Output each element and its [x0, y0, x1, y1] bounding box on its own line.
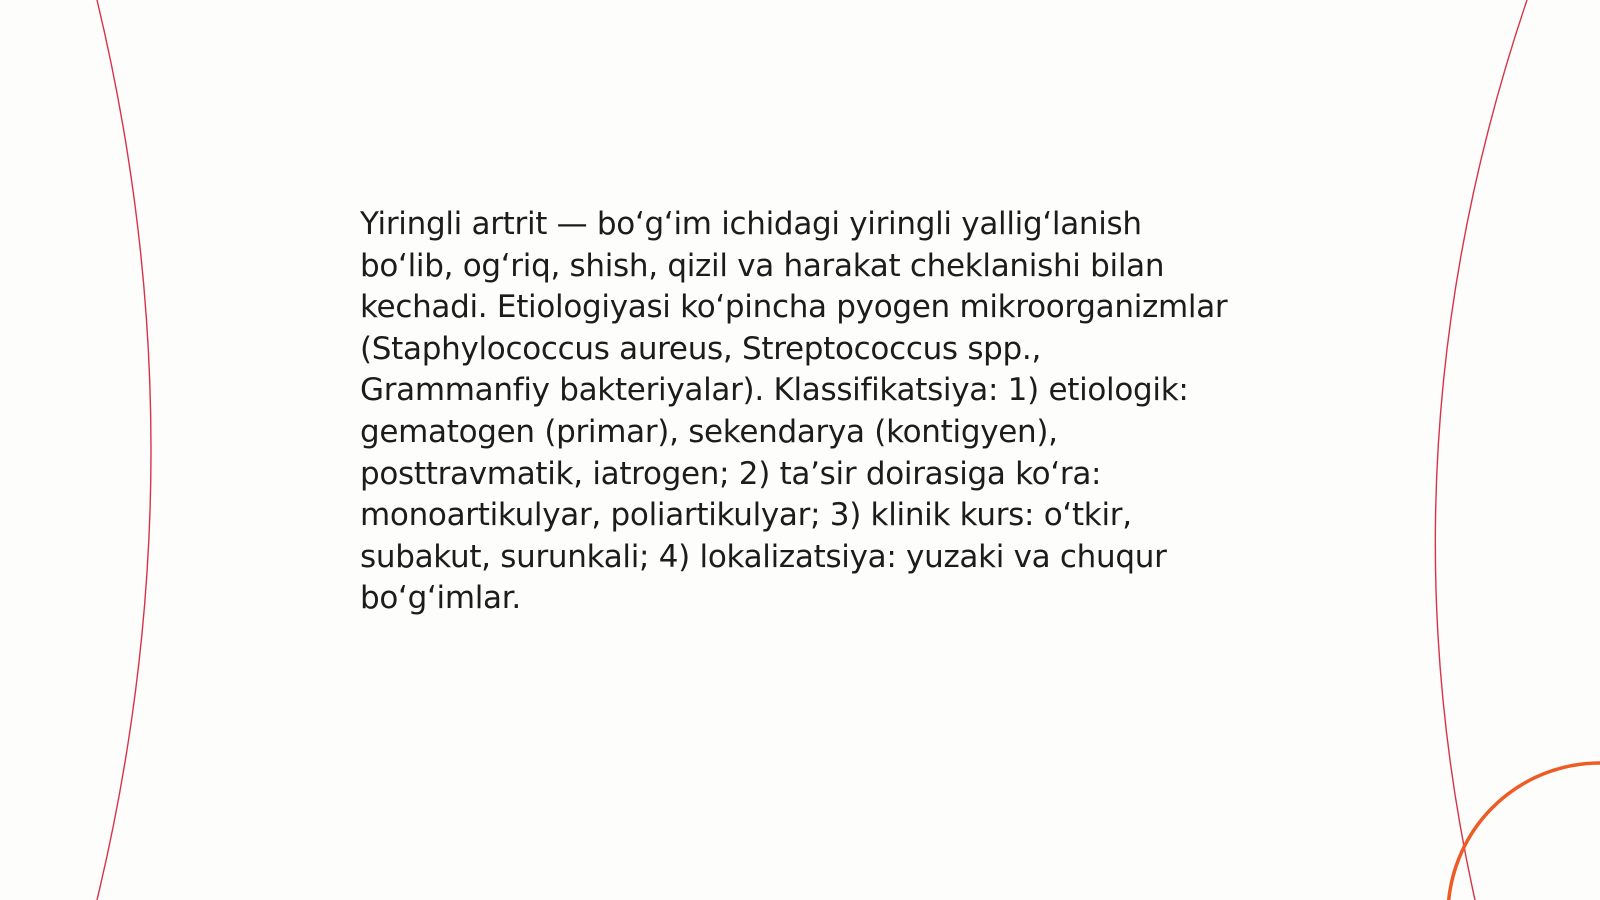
right-arc-line: [1435, 0, 1527, 900]
left-arc-line: [97, 0, 151, 900]
slide-body-text: Yiringli artrit — bo‘g‘im ichidagi yiringli yallig‘lanish bo‘lib, og‘riq, shish, qizil va harakat cheklanishi bilan kechadi. Etiologiyasi ko‘pincha pyogen mikroorganizmlar (Staphylococcus aureus, Streptococcus spp., Grammanfiy bakteriyalar). Klassifikatsiya: 1) etiologik: gematogen (primar), sekendarya (kontigyen), posttravmatik, iatrogen; 2) ta’sir doirasiga ko‘ra: monoartikulyar, poliartikulyar; 3) klinik kurs: o‘tkir, subakut, surunkali; 4) lokalizatsiya: yuzaki va chuqur bo‘g‘imlar.: [360, 206, 1228, 617]
